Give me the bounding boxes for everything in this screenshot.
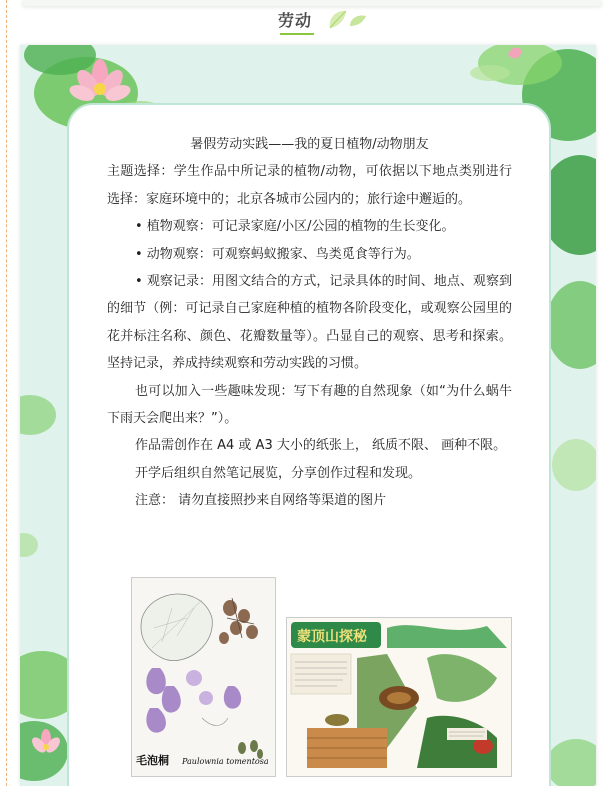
section-title: 劳动 [278,11,313,30]
exhibition-paragraph: 开学后组织自然笔记展览，分享创作过程和发现。 [135,465,422,481]
paulownia-drawing [132,578,275,776]
poster-title: 蒙顶山探秘 [297,629,367,645]
fun-discovery-paragraph: 也可以加入一些趣味发现：写下有趣的自然现象（如“为什么蜗牛下雨天会爬出来？”）。 [107,383,512,427]
leaf-icon [326,8,370,32]
intro-paragraph: 主题选择：学生作品中所记录的植物/动物，可依据以下地点类别进行选择：家庭环境中的；北京各城市公园内的；旅行途中邂逅的。 [107,164,512,207]
title-underline [280,33,314,35]
paper-size-paragraph: 作品需创作在 A4 或 A3 大小的纸张上， 纸质不限、 画种不限。 [135,438,507,454]
article-heading: 暑假劳动实践——我的夏日植物/动物朋友 [190,137,429,152]
paulownia-caption: 毛泡桐 [136,754,169,767]
section-header [0,6,612,40]
note-paragraph: 注意： 请勿直接照抄来自网络等渠道的图片 [135,493,387,509]
bullet-plant-observation: • 植物观察：可记录家庭/小区/公园的植物的生长变化。 [135,219,455,235]
nature-note-photo-paulownia [131,577,276,777]
left-dashed-guide [6,0,7,786]
bullet-animal-observation: • 动物观察：可观察蚂蚁搬家、鸟类觅食等行为。 [135,246,420,262]
nature-note-photo-mengding [286,617,512,777]
bullet-observation-record: • 观察记录：用图文结合的方式，记录具体的时间、地点、观察到的细节（例：可记录自己家庭种植的植物各阶段变化，或观察公园里的花并标注名称、颜色、花瓣数量等）。凸显自己的观察、思考和探索。坚持记录，养成持续观察和劳动实践的习惯。 [107,274,512,372]
article-body [107,131,512,515]
paulownia-latin-name: Paulownia tomentosa [182,757,269,766]
mengding-poster-drawing [287,618,511,776]
